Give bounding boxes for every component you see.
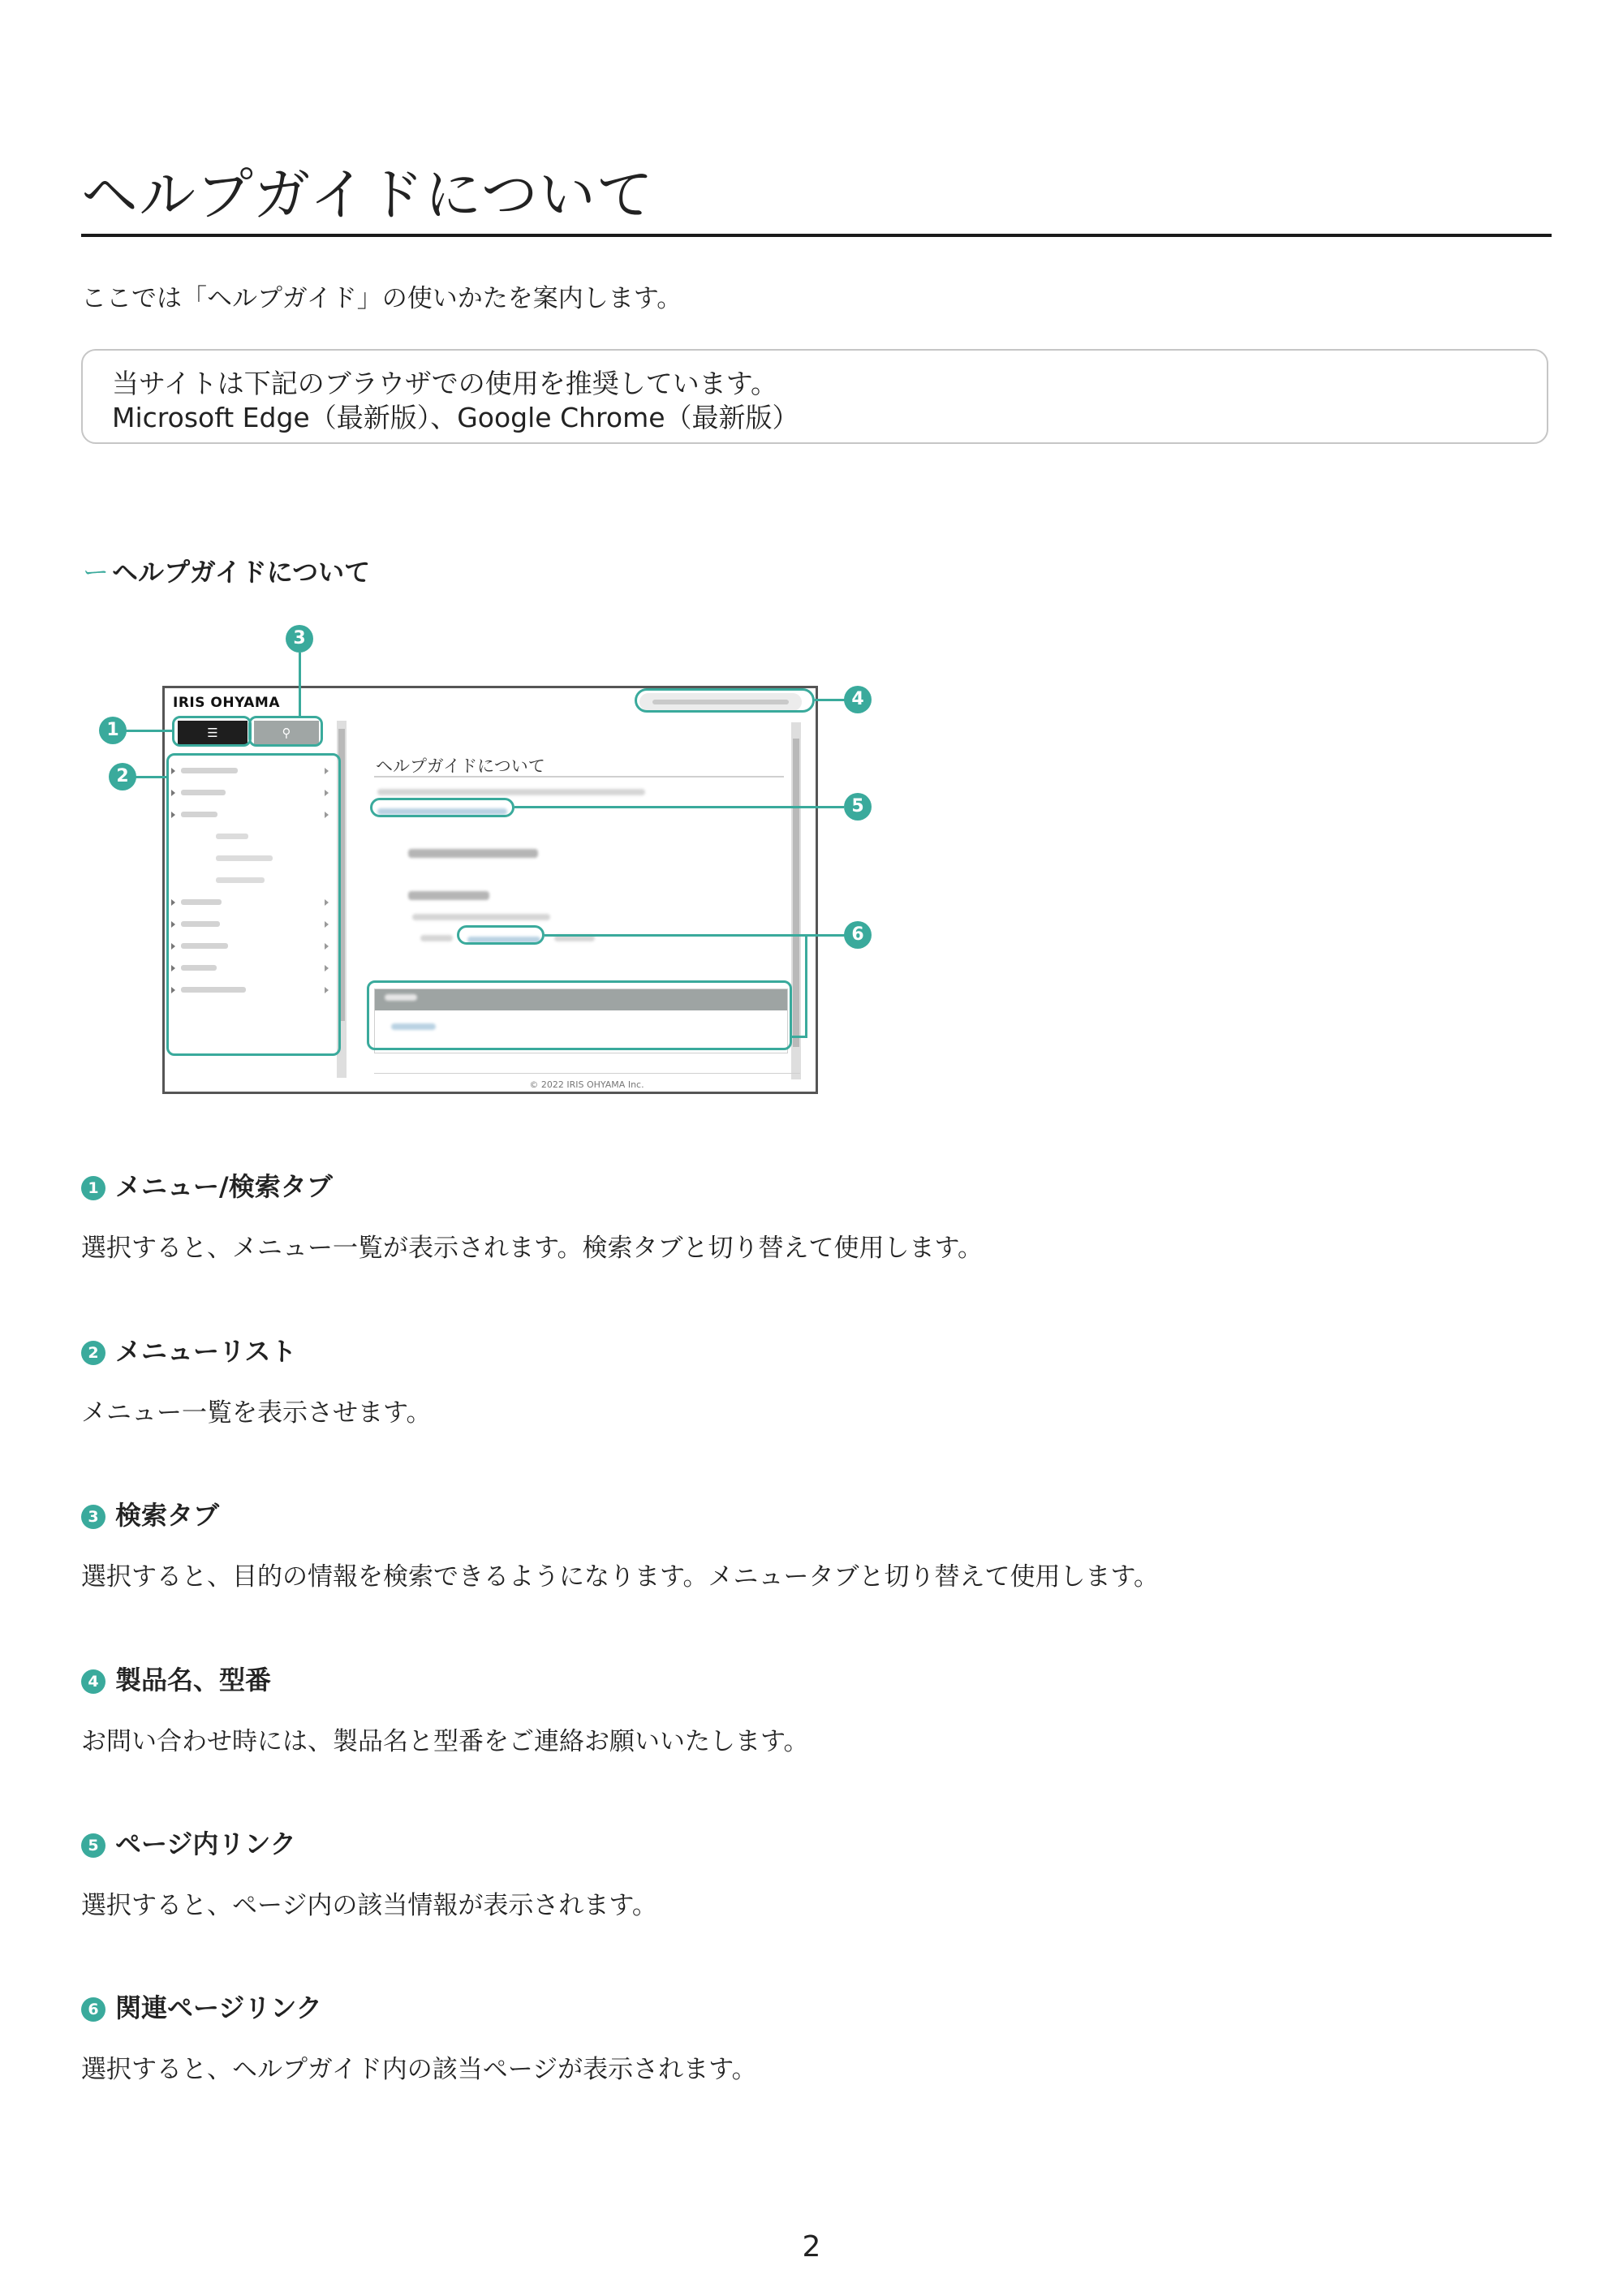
callout-line-6-foot [792, 1036, 807, 1038]
item-title: 関連ページリンク [115, 1992, 322, 2023]
callout-number-6: 6 [844, 921, 872, 949]
footer-rule [374, 1073, 800, 1074]
callout-box-related [367, 980, 792, 1050]
title-underline [81, 234, 1552, 237]
explanation-item-6 [81, 1990, 1542, 2085]
list-icon: ☰ [207, 726, 218, 740]
item-description: お問い合わせ時には、製品名と型番をご連絡お願いいたします。 [81, 1727, 809, 1756]
callout-line-4 [815, 699, 846, 701]
section-heading [83, 552, 370, 589]
item-description: メニュー一覧を表示させます。 [81, 1398, 432, 1428]
callout-box-6 [457, 925, 545, 945]
callout-number-4: 4 [844, 686, 872, 713]
callout-box-1 [172, 716, 252, 747]
blurred-heading [408, 849, 538, 858]
blurred-heading [408, 891, 489, 900]
item-number-badge: 3 [81, 1505, 105, 1529]
item-title: 検索タブ [115, 1500, 220, 1531]
content-scrollbar[interactable] [791, 722, 801, 1079]
item-number-badge: 4 [81, 1669, 105, 1694]
callout-box-4 [635, 688, 815, 713]
callout-number-1: 1 [99, 717, 127, 744]
item-description: 選択すると、目的の情報を検索できるようになります。メニュータブと切り替えて使用します。 [81, 1562, 1160, 1592]
section-heading-dash: ー [83, 557, 110, 588]
item-number-badge: 1 [81, 1176, 105, 1200]
intro-text: ここでは「ヘルプガイド」の使いかたを案内します。 [81, 284, 682, 313]
item-title: メニュー/検索タブ [115, 1171, 333, 1202]
explanation-item-4 [81, 1662, 1542, 1757]
callout-box-2 [166, 753, 341, 1056]
browser-notice-box [81, 349, 1548, 444]
help-guide-figure [97, 625, 893, 1104]
browser-notice-line-1: 当サイトは下記のブラウザでの使用を推奨しています。 [112, 368, 778, 399]
item-title: メニューリスト [115, 1336, 297, 1367]
section-heading-text: ヘルプガイドについて [112, 557, 371, 588]
callout-number-2: 2 [109, 763, 136, 790]
brand-logo: IRIS OHYAMA [173, 695, 280, 711]
blurred-text [412, 914, 550, 920]
callout-line-5 [514, 806, 844, 808]
item-description: 選択すると、メニュー一覧が表示されます。検索タブと切り替えて使用します。 [81, 1234, 984, 1263]
callout-box-3 [248, 716, 323, 747]
browser-notice-line-2: Microsoft Edge（最新版）、Google Chrome（最新版） [112, 401, 799, 433]
explanation-item-3 [81, 1497, 1542, 1592]
copyright-text: © 2022 IRIS OHYAMA Inc. [529, 1079, 644, 1090]
explanation-item-1 [81, 1169, 1542, 1264]
item-description: 選択すると、ヘルプガイド内の該当ページが表示されます。 [81, 2055, 757, 2084]
blurred-text [377, 789, 645, 795]
item-title: 製品名、型番 [115, 1665, 272, 1695]
page-number: 2 [802, 2230, 821, 2264]
explanation-item-2 [81, 1333, 1542, 1428]
content-title-rule [374, 776, 784, 778]
callout-line-3 [299, 653, 301, 716]
item-number-badge: 5 [81, 1833, 105, 1858]
content-title: ヘルプガイドについて [376, 756, 545, 776]
item-title: ページ内リンク [115, 1829, 296, 1859]
item-number-badge: 2 [81, 1341, 105, 1365]
callout-number-5: 5 [844, 793, 872, 821]
callout-box-5 [370, 798, 514, 817]
callout-line-1 [123, 730, 172, 732]
callout-number-3: 3 [286, 625, 313, 653]
callout-line-6 [545, 934, 845, 937]
explanation-item-5 [81, 1826, 1542, 1921]
callout-line-6-vertical [805, 934, 807, 1037]
callout-line-2 [135, 776, 167, 778]
item-number-badge: 6 [81, 1997, 105, 2022]
page-title: ヘルプガイドについて [81, 162, 654, 228]
search-icon: ⚲ [282, 726, 291, 740]
blurred-text [420, 935, 453, 941]
item-description: 選択すると、ページ内の該当情報が表示されます。 [81, 1891, 657, 1920]
